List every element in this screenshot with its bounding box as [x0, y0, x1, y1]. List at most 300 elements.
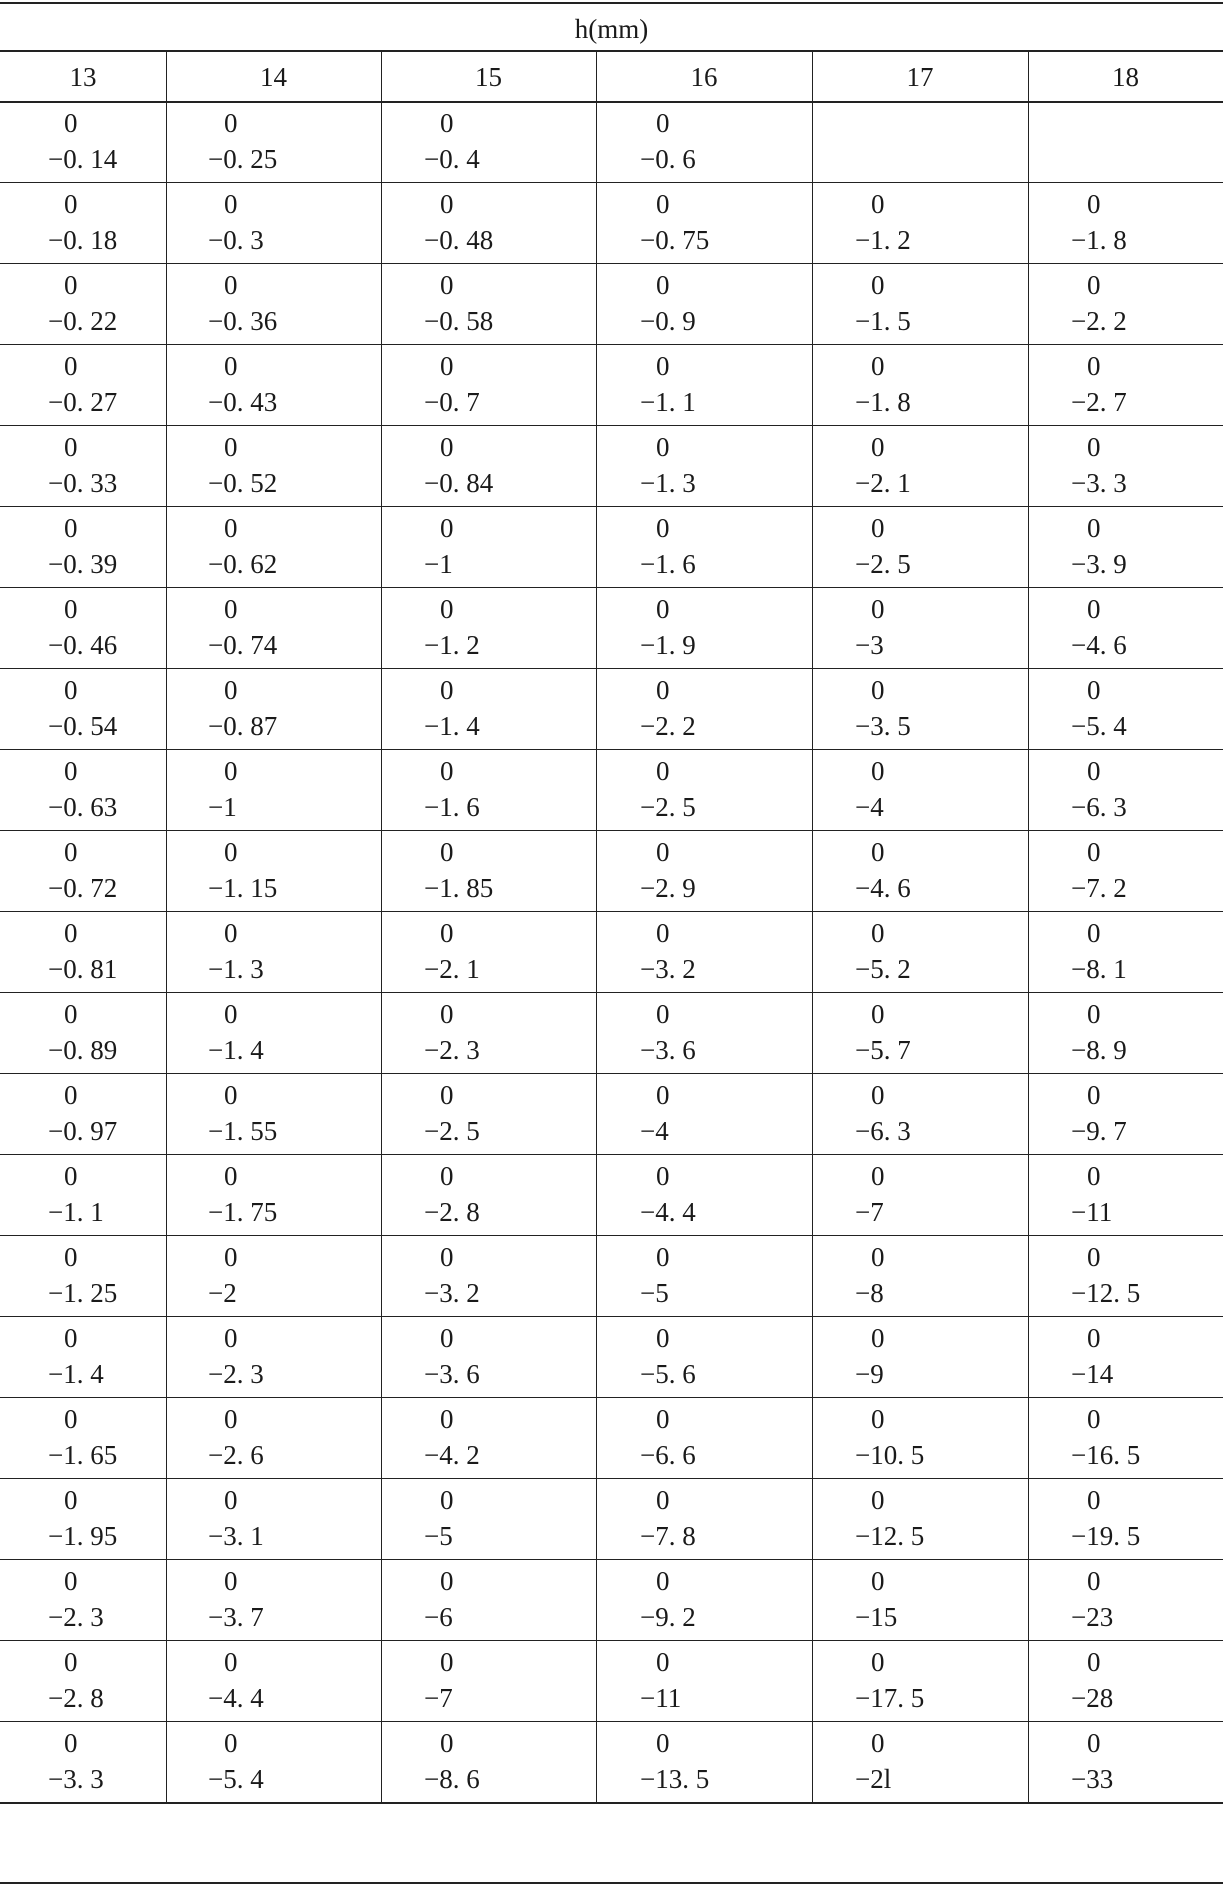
table-cell — [1036, 1564, 1215, 1639]
lower-deviation: −6 — [424, 1602, 453, 1632]
lower-deviation: −5. 4 — [208, 1764, 264, 1794]
lower-deviation: −1. 65 — [48, 1440, 118, 1470]
lower-deviation: −0. 4 — [424, 144, 480, 174]
table-cell — [1036, 1726, 1215, 1801]
lower-deviation: −2. 2 — [1071, 306, 1127, 336]
upper-deviation: 0 — [656, 1647, 670, 1677]
upper-deviation: 0 — [656, 189, 670, 219]
upper-deviation: 0 — [440, 432, 454, 462]
upper-deviation: 0 — [656, 1728, 670, 1758]
row-divider — [0, 587, 1223, 588]
upper-deviation: 0 — [440, 1323, 454, 1353]
table-cell — [1036, 1159, 1215, 1234]
table-cell — [389, 268, 588, 343]
table-cell — [604, 1402, 804, 1477]
lower-deviation: −0. 87 — [208, 711, 278, 741]
row-divider — [0, 1154, 1223, 1155]
table-cell — [820, 916, 1020, 991]
lower-deviation: −17. 5 — [855, 1683, 925, 1713]
table-cell — [389, 1564, 588, 1639]
lower-deviation: −1. 9 — [640, 630, 696, 660]
table-cell — [1036, 1240, 1215, 1315]
table-cell — [8, 835, 158, 910]
lower-deviation: −9 — [855, 1359, 884, 1389]
upper-deviation: 0 — [224, 1566, 238, 1596]
lower-deviation: −3. 2 — [640, 954, 696, 984]
upper-deviation: 0 — [1087, 999, 1101, 1029]
upper-deviation: 0 — [440, 675, 454, 705]
row-divider — [0, 425, 1223, 426]
lower-deviation: −1. 3 — [208, 954, 264, 984]
lower-deviation: −1. 5 — [855, 306, 911, 336]
lower-deviation: −1. 4 — [208, 1035, 264, 1065]
upper-deviation: 0 — [440, 189, 454, 219]
table-cell — [389, 1645, 588, 1720]
table-cell — [604, 106, 804, 181]
upper-deviation: 0 — [871, 189, 885, 219]
lower-deviation: −1. 25 — [48, 1278, 118, 1308]
table-cell — [174, 1321, 373, 1396]
lower-deviation: −2. 9 — [640, 873, 696, 903]
lower-deviation: −12. 5 — [855, 1521, 925, 1551]
table-cell — [174, 1078, 373, 1153]
column-divider — [812, 50, 813, 1802]
lower-deviation: −0. 52 — [208, 468, 278, 498]
upper-deviation: 0 — [656, 351, 670, 381]
upper-deviation: 0 — [656, 1161, 670, 1191]
table-cell — [174, 187, 373, 262]
upper-deviation: 0 — [64, 1323, 78, 1353]
upper-deviation: 0 — [871, 918, 885, 948]
upper-deviation: 0 — [224, 675, 238, 705]
upper-deviation: 0 — [1087, 1161, 1101, 1191]
upper-deviation: 0 — [656, 675, 670, 705]
lower-deviation: −2. 5 — [855, 549, 911, 579]
lower-deviation: −0. 7 — [424, 387, 480, 417]
table-cell — [389, 349, 588, 424]
table-cell — [174, 592, 373, 667]
upper-deviation: 0 — [64, 837, 78, 867]
lower-deviation: −0. 97 — [48, 1116, 118, 1146]
upper-deviation: 0 — [656, 1566, 670, 1596]
table-cell — [1036, 997, 1215, 1072]
table-cell — [389, 997, 588, 1072]
upper-deviation: 0 — [64, 999, 78, 1029]
upper-deviation: 0 — [224, 513, 238, 543]
upper-deviation: 0 — [224, 1404, 238, 1434]
table-cell — [174, 1159, 373, 1234]
row-divider — [0, 344, 1223, 345]
upper-deviation: 0 — [224, 1728, 238, 1758]
upper-deviation: 0 — [1087, 1404, 1101, 1434]
upper-deviation: 0 — [440, 837, 454, 867]
lower-deviation: −7. 8 — [640, 1521, 696, 1551]
table-cell — [820, 754, 1020, 829]
row-divider — [0, 1559, 1223, 1560]
upper-deviation: 0 — [440, 1728, 454, 1758]
table-cell — [8, 1159, 158, 1234]
row-divider — [0, 1478, 1223, 1479]
table-cell — [174, 511, 373, 586]
table-cell — [1036, 1483, 1215, 1558]
upper-deviation: 0 — [64, 1485, 78, 1515]
table-cell — [389, 1321, 588, 1396]
table-cell — [1036, 673, 1215, 748]
table-cell — [174, 1402, 373, 1477]
table-cell — [604, 1240, 804, 1315]
column-header: 17 — [906, 62, 934, 92]
upper-deviation: 0 — [440, 594, 454, 624]
lower-deviation: −3. 9 — [1071, 549, 1127, 579]
upper-deviation: 0 — [1087, 270, 1101, 300]
upper-deviation: 0 — [224, 1323, 238, 1353]
lower-deviation: −4. 2 — [424, 1440, 480, 1470]
lower-deviation: −4. 6 — [855, 873, 911, 903]
lower-deviation: −4. 6 — [1071, 630, 1127, 660]
table-cell — [820, 430, 1020, 505]
upper-deviation: 0 — [871, 1080, 885, 1110]
lower-deviation: −1. 55 — [208, 1116, 278, 1146]
upper-deviation: 0 — [656, 108, 670, 138]
table-cell — [1036, 754, 1215, 829]
table-cell — [389, 916, 588, 991]
lower-deviation: −7 — [855, 1197, 884, 1227]
table-cell — [389, 106, 588, 181]
lower-deviation: −0. 89 — [48, 1035, 118, 1065]
table-cell — [820, 997, 1020, 1072]
upper-deviation: 0 — [656, 1485, 670, 1515]
upper-deviation: 0 — [1087, 351, 1101, 381]
table-cell — [8, 997, 158, 1072]
upper-deviation: 0 — [871, 1485, 885, 1515]
table-cell — [174, 106, 373, 181]
table-cell — [389, 1078, 588, 1153]
table-cell — [1036, 511, 1215, 586]
table-cell — [8, 1726, 158, 1801]
lower-deviation: −1. 4 — [48, 1359, 104, 1389]
upper-deviation: 0 — [224, 351, 238, 381]
upper-deviation: 0 — [1087, 918, 1101, 948]
upper-deviation: 0 — [440, 1080, 454, 1110]
upper-deviation: 0 — [440, 1404, 454, 1434]
column-divider — [596, 50, 597, 1802]
upper-deviation: 0 — [224, 108, 238, 138]
upper-deviation: 0 — [440, 756, 454, 786]
lower-deviation: −7. 2 — [1071, 873, 1127, 903]
upper-deviation: 0 — [64, 1566, 78, 1596]
lower-deviation: −16. 5 — [1071, 1440, 1141, 1470]
table-cell — [604, 1726, 804, 1801]
lower-deviation: −10. 5 — [855, 1440, 925, 1470]
lower-deviation: −4. 4 — [208, 1683, 264, 1713]
table-cell — [820, 1645, 1020, 1720]
column-divider — [166, 50, 167, 1802]
lower-deviation: −0. 74 — [208, 630, 278, 660]
lower-deviation: −2. 8 — [424, 1197, 480, 1227]
row-divider — [0, 182, 1223, 183]
table-cell — [389, 754, 588, 829]
lower-deviation: −3 — [855, 630, 884, 660]
upper-deviation: 0 — [1087, 594, 1101, 624]
table-cell — [820, 592, 1020, 667]
lower-deviation: −0. 84 — [424, 468, 494, 498]
table-cell — [604, 1321, 804, 1396]
table-cell — [389, 1483, 588, 1558]
table-cell — [1036, 1078, 1215, 1153]
table-cell — [604, 511, 804, 586]
table-cell — [1036, 268, 1215, 343]
row-divider — [0, 749, 1223, 750]
lower-deviation: −8. 1 — [1071, 954, 1127, 984]
table-cell — [174, 1240, 373, 1315]
upper-deviation: 0 — [656, 837, 670, 867]
table-cell — [604, 1078, 804, 1153]
table-cell — [174, 430, 373, 505]
upper-deviation: 0 — [871, 756, 885, 786]
upper-deviation: 0 — [64, 108, 78, 138]
upper-deviation: 0 — [871, 1566, 885, 1596]
upper-deviation: 0 — [656, 756, 670, 786]
lower-deviation: −15 — [855, 1602, 898, 1632]
body-bottom-rule — [0, 1802, 1223, 1804]
upper-deviation: 0 — [871, 1728, 885, 1758]
table-cell — [389, 511, 588, 586]
table-cell — [389, 187, 588, 262]
lower-deviation: −0. 22 — [48, 306, 118, 336]
lower-deviation: −11 — [640, 1683, 682, 1713]
upper-deviation: 0 — [871, 351, 885, 381]
lower-deviation: −3. 5 — [855, 711, 911, 741]
upper-deviation: 0 — [224, 1647, 238, 1677]
table-cell — [174, 268, 373, 343]
table-cell — [820, 349, 1020, 424]
lower-deviation: −3. 2 — [424, 1278, 480, 1308]
lower-deviation: −2. 3 — [48, 1602, 104, 1632]
upper-deviation: 0 — [871, 1323, 885, 1353]
upper-deviation: 0 — [440, 1242, 454, 1272]
table-cell — [8, 754, 158, 829]
lower-deviation: −9. 7 — [1071, 1116, 1127, 1146]
table-cell — [8, 1078, 158, 1153]
upper-deviation: 0 — [1087, 1080, 1101, 1110]
upper-deviation: 0 — [224, 837, 238, 867]
lower-deviation: −1 — [208, 792, 237, 822]
table-cell — [820, 1402, 1020, 1477]
upper-deviation: 0 — [64, 1242, 78, 1272]
upper-deviation: 0 — [64, 1080, 78, 1110]
table-cell — [8, 673, 158, 748]
lower-deviation: −6. 6 — [640, 1440, 696, 1470]
lower-deviation: −8. 9 — [1071, 1035, 1127, 1065]
lower-deviation: −0. 46 — [48, 630, 118, 660]
table-cell — [820, 187, 1020, 262]
table-cell — [1036, 1402, 1215, 1477]
upper-deviation: 0 — [64, 270, 78, 300]
upper-deviation: 0 — [440, 1161, 454, 1191]
table-cell — [1036, 835, 1215, 910]
upper-deviation: 0 — [224, 432, 238, 462]
table-cell — [8, 1645, 158, 1720]
upper-deviation: 0 — [224, 594, 238, 624]
upper-deviation: 0 — [1087, 1242, 1101, 1272]
upper-deviation: 0 — [871, 1647, 885, 1677]
upper-deviation: 0 — [871, 1404, 885, 1434]
upper-deviation: 0 — [224, 756, 238, 786]
lower-deviation: −3. 3 — [1071, 468, 1127, 498]
lower-deviation: −3. 3 — [48, 1764, 104, 1794]
lower-deviation: −0. 81 — [48, 954, 118, 984]
table-cell — [604, 673, 804, 748]
lower-deviation: −2. 2 — [640, 711, 696, 741]
lower-deviation: −0. 62 — [208, 549, 278, 579]
upper-deviation: 0 — [64, 189, 78, 219]
lower-deviation: −6. 3 — [855, 1116, 911, 1146]
upper-deviation: 0 — [1087, 432, 1101, 462]
lower-deviation: −7 — [424, 1683, 453, 1713]
lower-deviation: −5. 2 — [855, 954, 911, 984]
lower-deviation: −0. 39 — [48, 549, 118, 579]
upper-deviation: 0 — [440, 513, 454, 543]
row-divider — [0, 1316, 1223, 1317]
upper-deviation: 0 — [64, 513, 78, 543]
lower-deviation: −2. 3 — [424, 1035, 480, 1065]
lower-deviation: −2. 5 — [424, 1116, 480, 1146]
upper-deviation: 0 — [1087, 756, 1101, 786]
upper-deviation: 0 — [871, 432, 885, 462]
upper-deviation: 0 — [224, 1161, 238, 1191]
lower-deviation: −4. 4 — [640, 1197, 696, 1227]
upper-deviation: 0 — [656, 1404, 670, 1434]
table-cell — [174, 835, 373, 910]
table-cell — [820, 1078, 1020, 1153]
table-cell — [174, 349, 373, 424]
lower-deviation: −33 — [1071, 1764, 1114, 1794]
table-cell — [1036, 1645, 1215, 1720]
table-cell — [820, 835, 1020, 910]
table-cell — [604, 1483, 804, 1558]
table-cell — [174, 754, 373, 829]
upper-deviation: 0 — [656, 594, 670, 624]
lower-deviation: −5. 6 — [640, 1359, 696, 1389]
table-cell — [820, 673, 1020, 748]
lower-deviation: −1. 15 — [208, 873, 278, 903]
lower-deviation: −4 — [855, 792, 884, 822]
row-divider — [0, 911, 1223, 912]
upper-deviation: 0 — [440, 1647, 454, 1677]
table-cell — [389, 592, 588, 667]
lower-deviation: −1. 85 — [424, 873, 494, 903]
upper-deviation: 0 — [871, 837, 885, 867]
lower-deviation: −3. 1 — [208, 1521, 264, 1551]
upper-deviation: 0 — [1087, 1647, 1101, 1677]
upper-deviation: 0 — [440, 1485, 454, 1515]
row-divider — [0, 1721, 1223, 1722]
table-cell — [389, 430, 588, 505]
table-cell — [604, 754, 804, 829]
lower-deviation: −0. 33 — [48, 468, 118, 498]
upper-deviation: 0 — [64, 1728, 78, 1758]
lower-deviation: −0. 54 — [48, 711, 118, 741]
table-cell — [820, 1564, 1020, 1639]
lower-deviation: −1. 2 — [855, 225, 911, 255]
table-cell — [8, 1564, 158, 1639]
table-cell — [389, 673, 588, 748]
lower-deviation: −2. 3 — [208, 1359, 264, 1389]
lower-deviation: −2. 8 — [48, 1683, 104, 1713]
table-cell — [8, 430, 158, 505]
upper-deviation: 0 — [871, 594, 885, 624]
table-cell — [820, 1159, 1020, 1234]
upper-deviation: 0 — [1087, 189, 1101, 219]
table-cell — [604, 430, 804, 505]
table-cell — [389, 1159, 588, 1234]
lower-deviation: −1. 4 — [424, 711, 480, 741]
lower-deviation: −1. 6 — [640, 549, 696, 579]
lower-deviation: −12. 5 — [1071, 1278, 1141, 1308]
lower-deviation: −1. 1 — [48, 1197, 104, 1227]
column-header: 13 — [69, 62, 97, 92]
row-divider — [0, 1640, 1223, 1641]
table-cell — [8, 1483, 158, 1558]
upper-deviation: 0 — [224, 189, 238, 219]
lower-deviation: −14 — [1071, 1359, 1114, 1389]
upper-deviation: 0 — [656, 513, 670, 543]
lower-deviation: −2. 6 — [208, 1440, 264, 1470]
lower-deviation: −1. 75 — [208, 1197, 278, 1227]
lower-deviation: −4 — [640, 1116, 669, 1146]
table-cell — [820, 1726, 1020, 1801]
upper-deviation: 0 — [224, 270, 238, 300]
upper-deviation: 0 — [1087, 1566, 1101, 1596]
lower-deviation: −0. 25 — [208, 144, 278, 174]
upper-deviation: 0 — [656, 1242, 670, 1272]
lower-deviation: −0. 75 — [640, 225, 710, 255]
lower-deviation: −1. 2 — [424, 630, 480, 660]
table-cell — [604, 997, 804, 1072]
upper-deviation: 0 — [224, 918, 238, 948]
row-divider — [0, 668, 1223, 669]
table-cell — [1036, 430, 1215, 505]
column-header: 16 — [690, 62, 718, 92]
lower-deviation: −2. 1 — [855, 468, 911, 498]
table-cell — [8, 268, 158, 343]
lower-deviation: −0. 27 — [48, 387, 118, 417]
upper-deviation: 0 — [224, 1080, 238, 1110]
table-cell — [8, 187, 158, 262]
lower-deviation: −28 — [1071, 1683, 1114, 1713]
bottom-rule — [0, 1882, 1223, 1884]
lower-deviation: −11 — [1071, 1197, 1113, 1227]
table-cell — [8, 349, 158, 424]
table-cell — [174, 1483, 373, 1558]
table-cell — [8, 106, 158, 181]
lower-deviation: −0. 48 — [424, 225, 494, 255]
lower-deviation: −0. 63 — [48, 792, 118, 822]
upper-deviation: 0 — [871, 1242, 885, 1272]
table-cell — [820, 268, 1020, 343]
table-cell — [1036, 106, 1215, 181]
upper-deviation: 0 — [440, 918, 454, 948]
table-cell — [1036, 187, 1215, 262]
table-cell — [174, 1564, 373, 1639]
upper-deviation: 0 — [64, 756, 78, 786]
table-title: h(mm) — [574, 14, 649, 44]
table-cell — [604, 268, 804, 343]
upper-deviation: 0 — [871, 999, 885, 1029]
table-cell — [820, 511, 1020, 586]
upper-deviation: 0 — [64, 594, 78, 624]
lower-deviation: −0. 58 — [424, 306, 494, 336]
